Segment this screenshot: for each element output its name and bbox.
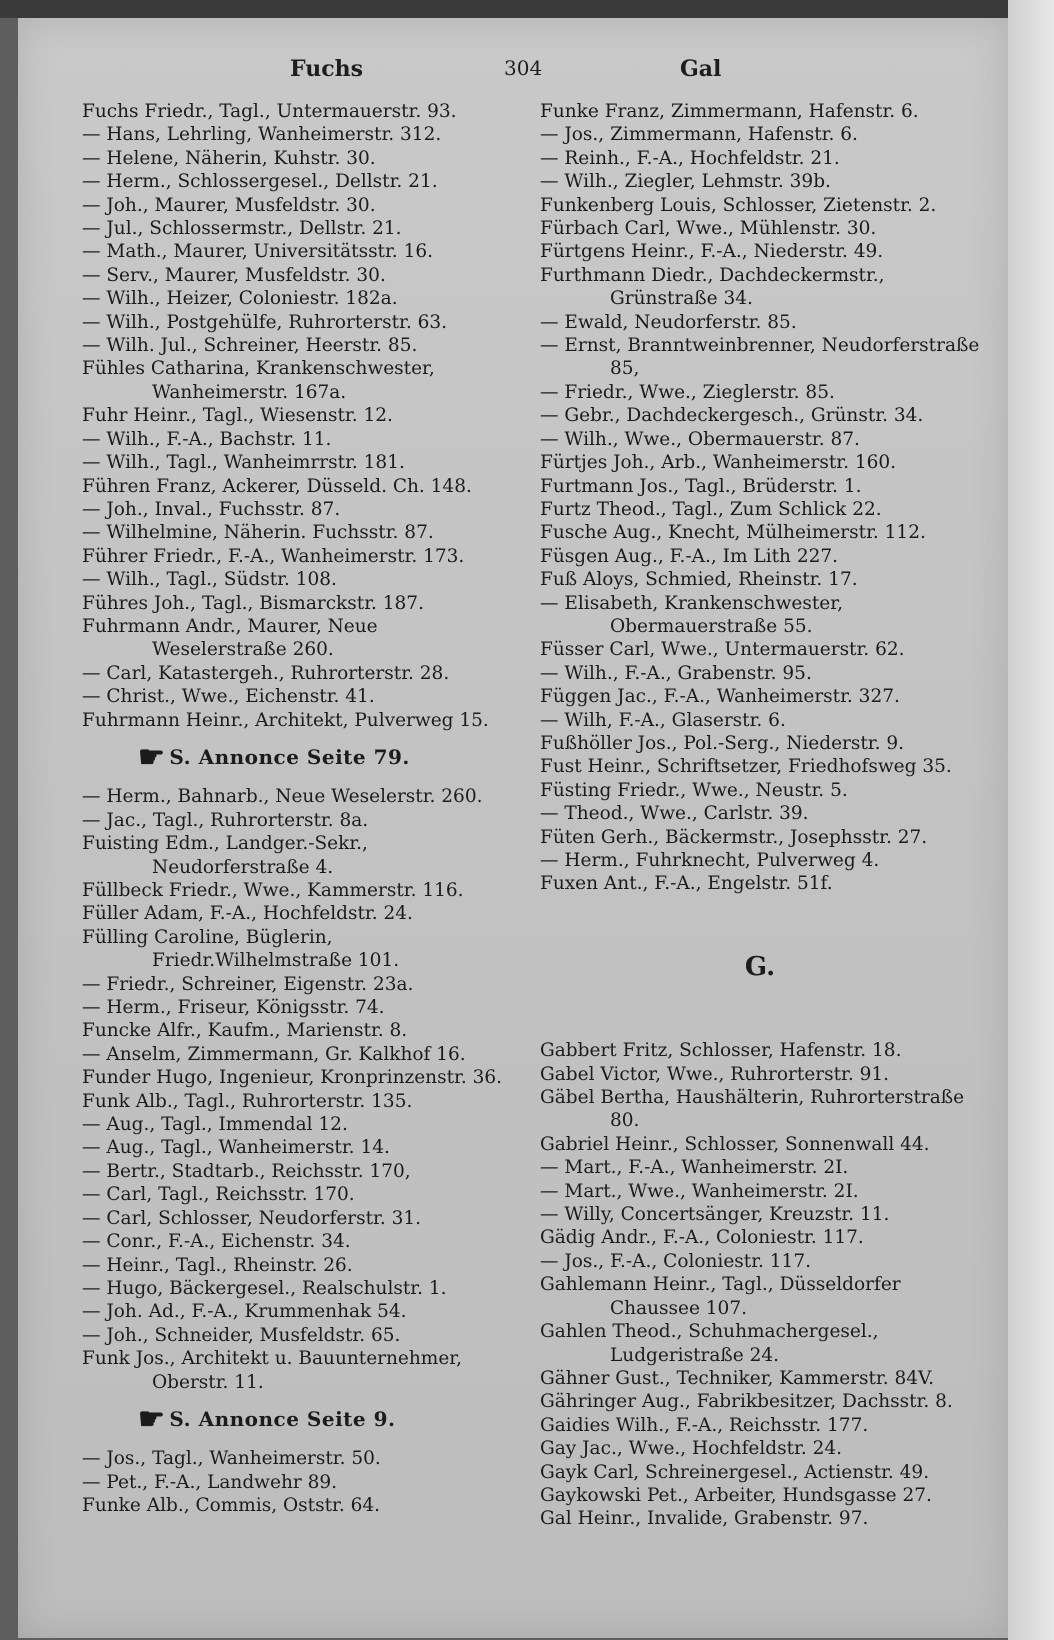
directory-entry: — Joh., Schneider, Musfeldstr. 65. [82, 1324, 401, 1346]
right-column [540, 100, 980, 1531]
directory-entry: — Serv., Maurer, Musfeldstr. 30. [82, 264, 386, 286]
directory-entry: — Joh. Ad., F.-A., Krummenhak 54. [82, 1301, 407, 1323]
directory-entry: Führer Friedr., F.-A., Wanheimerstr. 173. [82, 545, 465, 567]
directory-entry: Gabbert Fritz, Schlosser, Hafenstr. 18. [540, 1040, 902, 1062]
directory-entry: Furtz Theod., Tagl., Zum Schlick 22. [540, 498, 882, 520]
directory-entry: Gahlemann Heinr., Tagl., Düsseldorfer Chaussee 107. [540, 1274, 901, 1319]
directory-entry: — Bertr., Stadtarb., Reichsstr. 170, [82, 1160, 411, 1182]
directory-entry: — Ewald, Neudorferstr. 85. [540, 311, 797, 333]
directory-entry: — Elisabeth, Krankenschwester, Obermauerstraße 55. [540, 592, 843, 637]
directory-entry: Gäbel Bertha, Haushälterin, Ruhrorterstraße 80. [540, 1087, 965, 1132]
annonce-text: S. Annonce Seite 79. [169, 744, 410, 769]
directory-entry: Furtmann Jos., Tagl., Brüderstr. 1. [540, 475, 862, 497]
directory-entry: — Jos., F.-A., Coloniestr. 117. [540, 1250, 811, 1272]
page-number: 304 [504, 56, 543, 80]
directory-entry: Fusche Aug., Knecht, Mülheimerstr. 112. [540, 522, 926, 544]
directory-entry: Führen Franz, Ackerer, Düsseld. Ch. 148. [82, 475, 472, 497]
directory-entry: Füten Gerh., Bäckermstr., Josephsstr. 27. [540, 826, 928, 848]
directory-entry: Fülling Caroline, Büglerin, Friedr.Wilhelmstraße 101. [82, 926, 400, 972]
directory-entry: — Wilh., Tagl., Wanheimrrstr. 181. [82, 452, 405, 474]
directory-entry: — Wilh., F.-A., Bachstr. 11. [82, 428, 332, 450]
scan-top-edge [0, 0, 1054, 18]
directory-entry: — Wilhelmine, Näherin. Fuchsstr. 87. [82, 522, 434, 544]
directory-entry: Fuhrmann Heinr., Architekt, Pulverweg 15. [82, 709, 489, 731]
annonce-text: S. Annonce Seite 9. [169, 1406, 396, 1431]
directory-entry: Fuisting Edm., Landger.-Sekr., Neudorferstraße 4. [82, 833, 368, 878]
section-letter: G. [744, 951, 776, 982]
running-head-right: Gal [680, 56, 722, 82]
directory-entry: — Wilh. Jul., Schreiner, Heerstr. 85. [82, 335, 418, 357]
directory-entry: — Hugo, Bäckergesel., Realschulstr. 1. [82, 1277, 447, 1299]
directory-entry: — Carl, Tagl., Reichsstr. 170. [82, 1184, 355, 1206]
directory-entry: Funkenberg Louis, Schlosser, Zietenstr. 2. [540, 194, 937, 216]
directory-entry: — Aug., Tagl., Wanheimerstr. 14. [82, 1137, 390, 1159]
directory-entry: Gabriel Heinr., Schlosser, Sonnenwall 44. [540, 1133, 930, 1155]
directory-entry: Gaykowski Pet., Arbeiter, Hundsgasse 27. [540, 1484, 932, 1506]
directory-entry: — Carl, Schlosser, Neudorferstr. 31. [82, 1207, 422, 1229]
directory-entry: — Hans, Lehrling, Wanheimerstr. 312. [82, 124, 442, 146]
directory-entry: Furthmann Diedr., Dachdeckermstr., Grünstraße 34. [540, 264, 885, 310]
directory-entry: Függen Jac., F.-A., Wanheimerstr. 327. [540, 686, 900, 708]
directory-entry: — Herm., Friseur, Königsstr. 74. [82, 997, 385, 1019]
directory-entry: Gal Heinr., Invalide, Grabenstr. 97. [540, 1508, 869, 1530]
directory-entry: — Joh., Maurer, Musfeldstr. 30. [82, 194, 376, 216]
directory-entry: Gabel Victor, Wwe., Ruhrorterstr. 91. [540, 1063, 890, 1085]
directory-entry: Füllbeck Friedr., Wwe., Kammerstr. 116. [82, 880, 464, 901]
directory-entry: — Wilh., Heizer, Coloniestr. 182a. [82, 288, 398, 310]
directory-entry: — Theod., Wwe., Carlstr. 39. [540, 803, 809, 825]
directory-entry: — Christ., Wwe., Eichenstr. 41. [82, 686, 375, 708]
directory-entry: — Helene, Näherin, Kuhstr. 30. [82, 147, 376, 169]
directory-entry: — Gebr., Dachdeckergesch., Grünstr. 34. [540, 405, 924, 427]
directory-entry: Fußhöller Jos., Pol.-Serg., Niederstr. 9. [540, 732, 905, 754]
directory-entry: — Jos., Tagl., Wanheimerstr. 50. [82, 1448, 381, 1470]
directory-entry: Funder Hugo, Ingenieur, Kronprinzenstr. 36. [82, 1067, 503, 1089]
directory-entry: Füller Adam, F.-A., Hochfeldstr. 24. [82, 903, 413, 925]
directory-entry: — Reinh., F.-A., Hochfeldstr. 21. [540, 147, 840, 169]
directory-entry: Fuxen Ant., F.-A., Engelstr. 51f. [540, 873, 833, 895]
directory-entry: Fuchs Friedr., Tagl., Untermauerstr. 93. [82, 101, 457, 122]
directory-entry: Gay Jac., Wwe., Hochfeldstr. 24. [540, 1438, 843, 1460]
left-column [82, 100, 512, 1518]
directory-entry: — Mart., F.-A., Wanheimerstr. 2I. [540, 1157, 849, 1179]
pointing-hand-icon: ☛ [138, 739, 166, 775]
directory-entry: — Joh., Inval., Fuchsstr. 87. [82, 498, 341, 520]
annonce-reference [82, 1401, 512, 1437]
directory-entry: Fust Heinr., Schriftsetzer, Friedhofsweg 35. [540, 756, 952, 778]
directory-entry: Füsgen Aug., F.-A., Im Lith 227. [540, 545, 839, 567]
directory-entry: Fürtgens Heinr., F.-A., Niederstr. 49. [540, 241, 884, 263]
annonce-reference [82, 739, 512, 775]
directory-entry: — Wilh., F.-A., Grabenstr. 95. [540, 662, 812, 684]
directory-entry: Funke Alb., Commis, Oststr. 64. [82, 1495, 381, 1517]
directory-entry: Fuhrmann Andr., Maurer, Neue Weselerstraße 260. [82, 615, 378, 661]
directory-entry: Fuß Aloys, Schmied, Rheinstr. 17. [540, 569, 858, 591]
directory-entry: — Friedr., Wwe., Zieglerstr. 85. [540, 381, 835, 403]
directory-entry: — Aug., Tagl., Immendal 12. [82, 1114, 348, 1136]
directory-entry: Füsser Carl, Wwe., Untermauerstr. 62. [540, 639, 905, 661]
directory-entry: — Jos., Zimmermann, Hafenstr. 6. [540, 124, 858, 146]
directory-entry: Gayk Carl, Schreinergesel., Actienstr. 49. [540, 1461, 930, 1483]
directory-entry: — Willy, Concertsänger, Kreuzstr. 11. [540, 1204, 890, 1226]
directory-entry: — Herm., Bahnarb., Neue Weselerstr. 260. [82, 786, 483, 808]
directory-entry: — Wilh, F.-A., Glaserstr. 6. [540, 709, 786, 731]
directory-entry: — Math., Maurer, Universitätsstr. 16. [82, 241, 433, 263]
directory-entry: Funk Alb., Tagl., Ruhrorterstr. 135. [82, 1090, 413, 1112]
directory-entry: — Wilh., Ziegler, Lehmstr. 39b. [540, 171, 831, 193]
directory-entry: Gähner Gust., Techniker, Kammerstr. 84V. [540, 1367, 935, 1389]
directory-entry: — Jul., Schlossermstr., Dellstr. 21. [82, 218, 402, 240]
directory-entry: — Wilh., Tagl., Südstr. 108. [82, 569, 337, 591]
directory-entry: Funcke Alfr., Kaufm., Marienstr. 8. [82, 1020, 408, 1042]
directory-entry: — Pet., F.-A., Landwehr 89. [82, 1471, 338, 1493]
directory-entry: — Wilh., Postgehülfe, Ruhrorterstr. 63. [82, 311, 448, 333]
directory-entry: Fürtjes Joh., Arb., Wanheimerstr. 160. [540, 452, 897, 474]
directory-entry: — Mart., Wwe., Wanheimerstr. 2I. [540, 1180, 859, 1202]
running-head-left: Fuchs [290, 56, 364, 82]
directory-entry: Führes Joh., Tagl., Bismarckstr. 187. [82, 592, 424, 614]
directory-entry: Füsting Friedr., Wwe., Neustr. 5. [540, 779, 848, 801]
directory-entry: — Carl, Katastergeh., Ruhrorterstr. 28. [82, 662, 450, 684]
directory-entry: — Friedr., Schreiner, Eigenstr. 23a. [82, 973, 414, 995]
directory-entry: — Ernst, Branntweinbrenner, Neudorferstraße 85, [540, 335, 980, 380]
directory-entry: — Herm., Schlossergesel., Dellstr. 21. [82, 171, 438, 193]
directory-entry: Funke Franz, Zimmermann, Hafenstr. 6. [540, 101, 919, 122]
pointing-hand-icon: ☛ [138, 1401, 166, 1437]
directory-entry: Fühles Catharina, Krankenschwester, Wanheimerstr. 167a. [82, 358, 435, 403]
directory-entry: — Herm., Fuhrknecht, Pulverweg 4. [540, 850, 880, 871]
directory-entry: — Anselm, Zimmermann, Gr. Kalkhof 16. [82, 1043, 466, 1065]
directory-entry: Fürbach Carl, Wwe., Mühlenstr. 30. [540, 218, 877, 240]
directory-entry: Gähringer Aug., Fabrikbesitzer, Dachsstr. 8. [540, 1391, 953, 1413]
directory-entry: — Jac., Tagl., Ruhrorterstr. 8a. [82, 809, 369, 831]
directory-entry: — Conr., F.-A., Eichenstr. 34. [82, 1231, 351, 1253]
scan-right-edge [1008, 0, 1054, 1640]
directory-entry: Gädig Andr., F.-A., Coloniestr. 117. [540, 1227, 864, 1249]
directory-entry: — Heinr., Tagl., Rheinstr. 26. [82, 1254, 353, 1276]
directory-entry: — Wilh., Wwe., Obermauerstr. 87. [540, 428, 860, 450]
directory-entry: Funk Jos., Architekt u. Bauunternehmer, Oberstr. 11. [82, 1348, 462, 1393]
directory-entry: Gaidies Wilh., F.-A., Reichsstr. 177. [540, 1414, 869, 1436]
directory-entry: Gahlen Theod., Schuhmachergesel., Ludgeristraße 24. [540, 1321, 879, 1366]
directory-entry: Fuhr Heinr., Tagl., Wiesenstr. 12. [82, 405, 393, 427]
